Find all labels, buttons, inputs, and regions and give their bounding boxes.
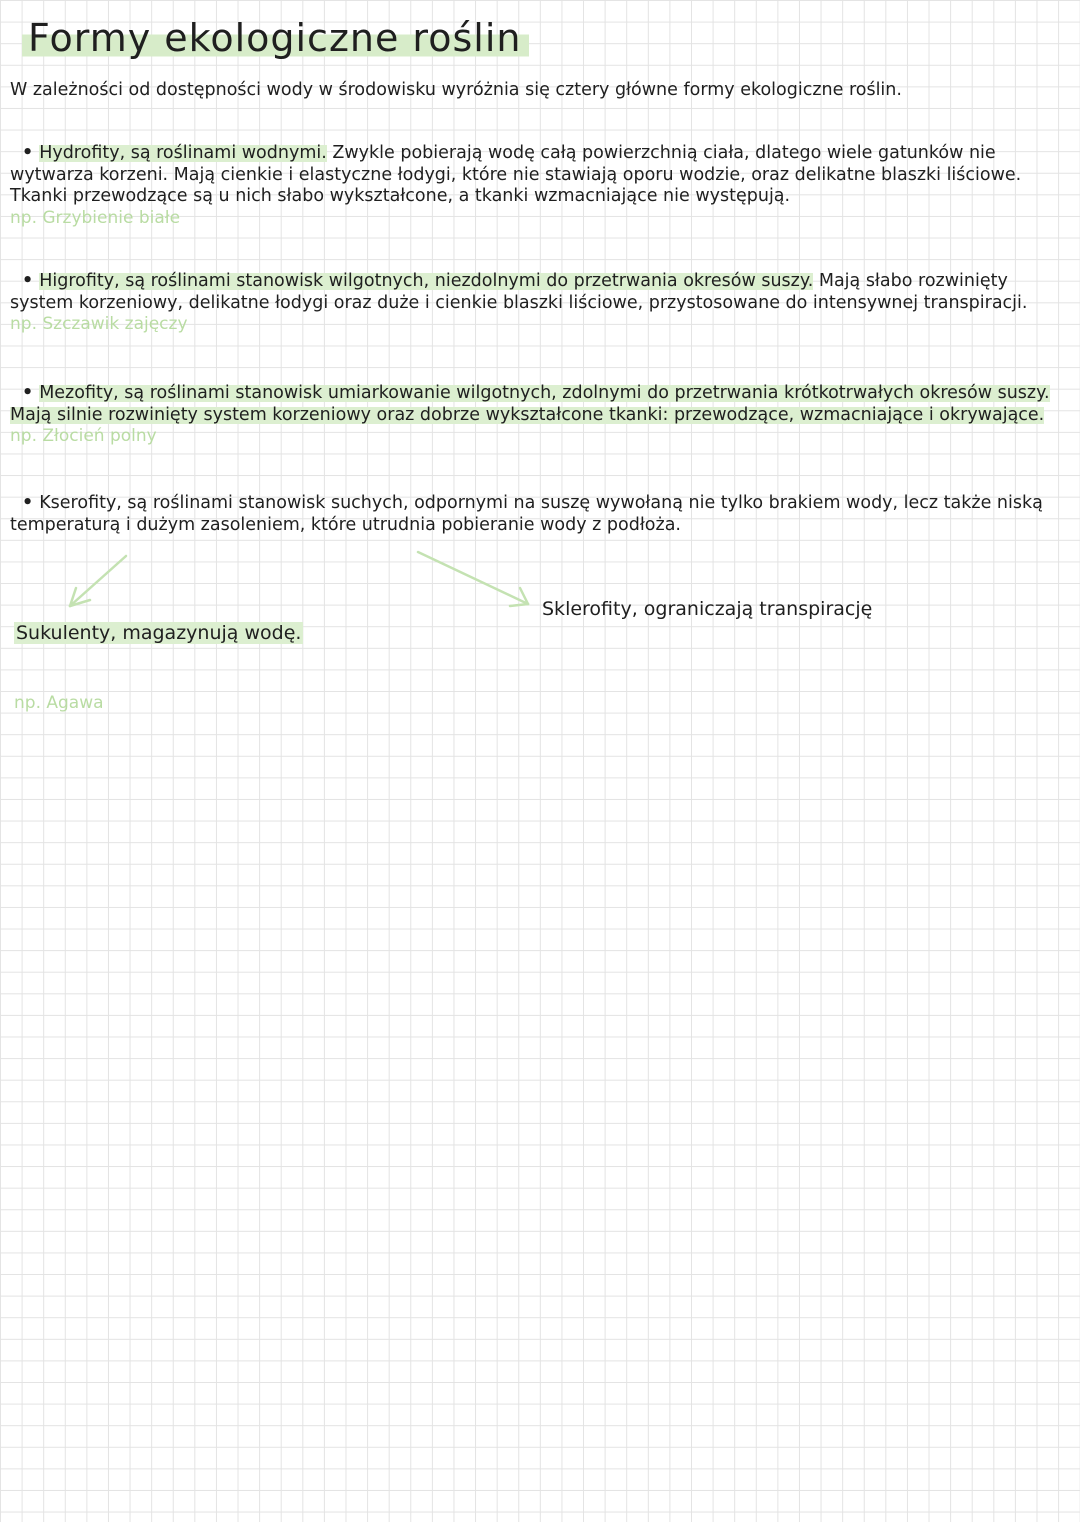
hydrofity-section [10,143,1070,229]
bullet-icon: • [22,493,34,513]
mezofity-section [10,383,1070,448]
hydrofity-text: Zwykle pobierają wodę całą powierzchnią ciała, dlatego wiele gatunków nie wytwarza korzeni. Mają cienkie i elastyczne łodygi, które nie stawiają oporu wodzie, oraz delikatne blaszki liściowe. Tkanki przewodzące są u nich słabo wykształcone, a tkanki wzmacniające nie występują. [10,143,1022,207]
sukulenty-example: np. Agawa [14,693,104,713]
sklerofity-label: Sklerofity, ograniczają transpirację [542,598,873,620]
bullet-icon: • [22,143,34,163]
page-title: Formy ekologiczne roślin [22,14,529,60]
mezofity-example: np. Złocień polny [10,426,157,447]
mezofity-text: Mają silnie rozwinięty system korzeniowy oraz dobrze wykształcone tkanki: przewodzące, wzmacniające i okrywające. [10,404,1045,425]
hydrofity-example: np. Grzybienie białe [10,207,181,228]
sukulenty-label [14,622,314,644]
higrofity-example: np. Szczawik zajęczy [10,314,188,335]
mezofity-lead: Mezofity, są roślinami stanowisk umiarkowanie wilgotnych, zdolnymi do przetrwania krótkotrwałych okresów suszy. [39,383,1050,403]
kserofity-section [10,493,1070,536]
kserofity-lead: Kserofity, są roślinami stanowisk suchych, odpornymi na suszę wywołaną nie tylko brakiem wody, lecz także niską temperaturą i dużym zasoleniem, które utrudnia pobieranie wody z podłoża. [10,493,1043,535]
sukulenty-text: Sukulenty, magazynują wodę. [16,622,302,644]
arrow-right-icon [418,552,528,606]
intro-paragraph: W zależności od dostępności wody w środowisku wyróżnia się cztery główne formy ekologiczne roślin. [10,80,902,100]
higrofity-section [10,271,1070,336]
higrofity-text: Mają słabo rozwinięty system korzeniowy, delikatne łodygi oraz duże i cienkie blaszki liściowe, przystosowane do intensywnej transpiracji. [10,271,1028,313]
arrow-left-icon [70,556,126,606]
hydrofity-lead: Hydrofity, są roślinami wodnymi. [39,143,327,163]
bullet-icon: • [22,271,34,291]
higrofity-lead: Higrofity, są roślinami stanowisk wilgotnych, niezdolnymi do przetrwania okresów suszy. [39,271,814,291]
bullet-icon: • [22,383,34,403]
